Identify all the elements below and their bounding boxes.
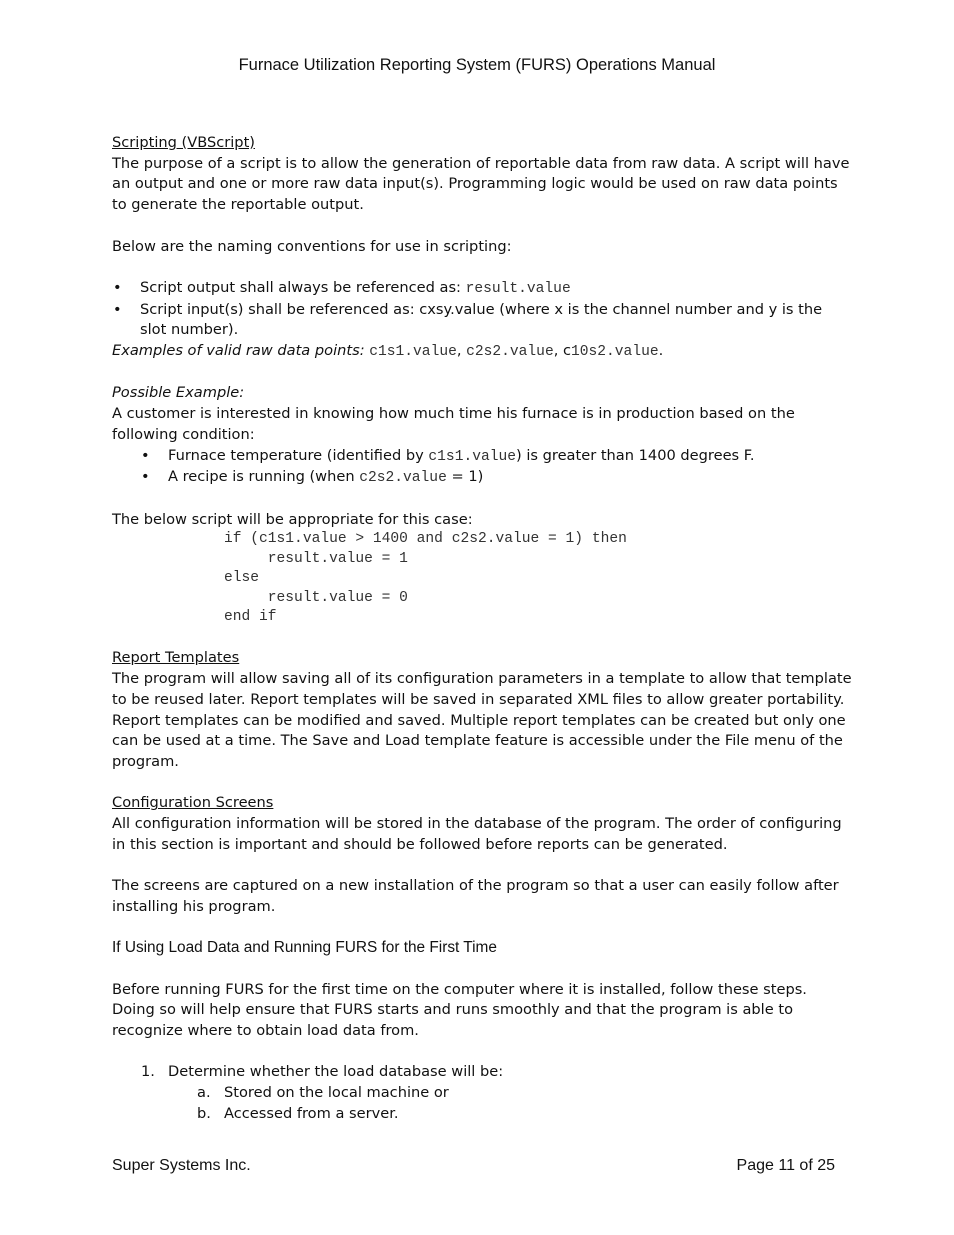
first-time-heading: If Using Load Data and Running FURS for the First Time	[112, 939, 497, 957]
report-templates-heading: Report Templates	[112, 649, 240, 667]
example-prefix: c	[562, 342, 572, 359]
conditions-list	[112, 446, 852, 489]
configuration-body: All configuration information will be stored in the database of the program. The order of configuring in this section is important and should be followed before reports can be generated.	[112, 815, 842, 853]
document-title: Furnace Utilization Reporting System (FURS) Operations Manual	[238, 56, 716, 74]
first-time-body: Before running FURS for the first time on the computer where it is installed, follow these steps. Doing so will help ensure that FURS starts and runs smoothly and that the program is able to recognize where to obtain load data from.	[112, 980, 807, 1040]
bullet-text: Script output shall always be referenced as:	[140, 278, 466, 296]
page-footer	[112, 1157, 835, 1175]
scripting-heading: Scripting (VBScript)	[112, 134, 255, 151]
report-templates-body: The program will allow saving all of its configuration parameters in a template to allow that template to be reused later. Report templates will be saved in separated XML files to allow greater portability. Report templates can be modified and saved. Multiple report templates can be created but only one can be used at a time. The Save and Load template feature is accessible under the File menu of the program.	[112, 670, 852, 770]
page-number: Page 11 of 25	[736, 1157, 835, 1174]
list-item	[112, 1104, 852, 1125]
customer-text: A customer is interested in knowing how much time his furnace is in production based on the following condition:	[112, 405, 795, 443]
examples-line	[112, 341, 852, 363]
code-inline: c1s1.value	[428, 448, 516, 465]
list-item	[112, 467, 852, 489]
list-item	[112, 300, 852, 341]
list-item	[112, 1083, 852, 1104]
bullet-text: = 1)	[446, 468, 484, 486]
conventions-list	[112, 278, 852, 341]
configuration-body: The screens are captured on a new installation of the program so that a user can easily follow after installing his program.	[112, 877, 839, 915]
code-inline: result.value	[465, 280, 571, 297]
separator: ,	[553, 342, 563, 359]
bullet-text: Script input(s) shall be referenced as: cxsy.value (where x is the channel number and y is the slot number).	[140, 300, 823, 339]
possible-example-label: Possible Example:	[112, 384, 245, 402]
script-intro: The below script will be appropriate for this case:	[112, 510, 473, 528]
list-text: Accessed from a server.	[224, 1104, 399, 1122]
footer-company: Super Systems Inc.	[112, 1157, 251, 1174]
example-code: c1s1.value	[369, 344, 457, 360]
list-item	[112, 446, 852, 468]
code-block: if (c1s1.value > 1400 and c2s2.value = 1) then result.value = 1 else result.value = 0 end if	[224, 531, 627, 626]
list-item	[112, 1062, 852, 1083]
list-number: b.	[197, 1104, 211, 1122]
page-content	[112, 133, 852, 1125]
list-number: a.	[197, 1084, 211, 1102]
bullet-text: Furnace temperature (identified by	[168, 446, 429, 464]
list-number: 1.	[141, 1063, 155, 1081]
examples-label: Examples of valid raw data points:	[112, 342, 370, 359]
example-code: c2s2.value	[466, 344, 554, 360]
configuration-heading: Configuration Screens	[112, 794, 274, 812]
example-code: 10s2.value	[571, 344, 659, 360]
bullet-text: A recipe is running (when	[168, 468, 360, 486]
scripting-intro: The purpose of a script is to allow the generation of reportable data from raw data. A script will have an output and one or more raw data input(s). Programming logic would be used on raw data points to generate the reportable output.	[112, 154, 850, 214]
separator: ,	[456, 342, 467, 359]
list-item	[112, 278, 852, 300]
page-header	[0, 56, 954, 75]
conventions-intro: Below are the naming conventions for use in scripting:	[112, 237, 512, 255]
period: .	[658, 342, 664, 359]
bullet-text: ) is greater than 1400 degrees F.	[516, 446, 755, 464]
code-inline: c2s2.value	[359, 470, 447, 487]
list-text: Determine whether the load database will be:	[168, 1063, 504, 1081]
list-text: Stored on the local machine or	[224, 1084, 449, 1102]
